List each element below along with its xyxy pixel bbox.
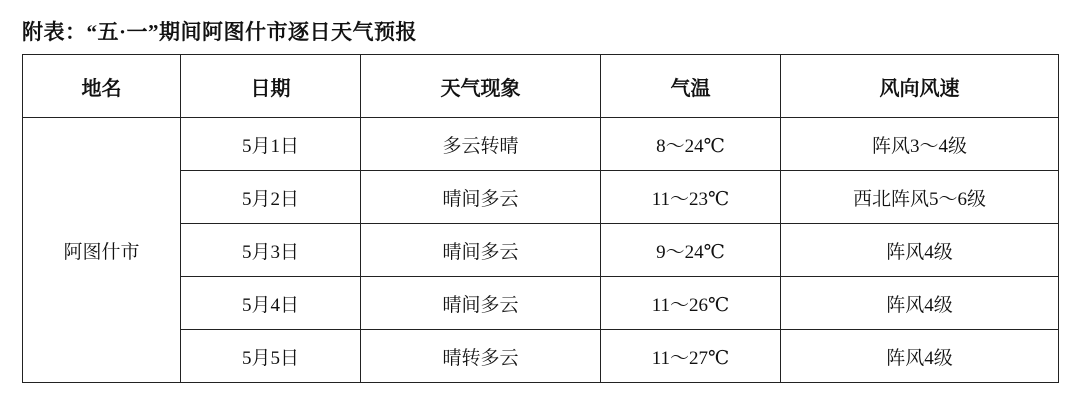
wind-cell: 阵风4级 [781, 330, 1059, 383]
phenomenon-cell: 晴间多云 [361, 277, 601, 330]
phenomenon-cell: 晴间多云 [361, 224, 601, 277]
temperature-cell: 9～24℃ [601, 224, 781, 277]
weather-forecast-table [22, 54, 1059, 383]
column-header-phenomenon: 天气现象 [361, 55, 601, 118]
temperature-cell: 8～24℃ [601, 118, 781, 171]
date-cell: 5月3日 [181, 224, 361, 277]
wind-cell: 阵风4级 [781, 224, 1059, 277]
wind-cell: 西北阵风5～6级 [781, 171, 1059, 224]
column-header-date: 日期 [181, 55, 361, 118]
column-header-temperature: 气温 [601, 55, 781, 118]
date-cell: 5月4日 [181, 277, 361, 330]
wind-cell: 阵风4级 [781, 277, 1059, 330]
weather-table-container [22, 54, 1058, 383]
column-header-place: 地名 [23, 55, 181, 118]
table-header [23, 55, 1059, 118]
temperature-cell: 11～23℃ [601, 171, 781, 224]
table-row [23, 118, 1059, 171]
wind-cell: 阵风3～4级 [781, 118, 1059, 171]
date-cell: 5月1日 [181, 118, 361, 171]
table-body [23, 118, 1059, 383]
date-cell: 5月2日 [181, 171, 361, 224]
phenomenon-cell: 晴间多云 [361, 171, 601, 224]
table-caption: 附表：“五·一”期间阿图什市逐日天气预报 [22, 20, 418, 44]
table-header-row [23, 55, 1059, 118]
place-cell: 阿图什市 [23, 118, 181, 383]
column-header-wind: 风向风速 [781, 55, 1059, 118]
phenomenon-cell: 多云转晴 [361, 118, 601, 171]
phenomenon-cell: 晴转多云 [361, 330, 601, 383]
temperature-cell: 11～27℃ [601, 330, 781, 383]
temperature-cell: 11～26℃ [601, 277, 781, 330]
date-cell: 5月5日 [181, 330, 361, 383]
